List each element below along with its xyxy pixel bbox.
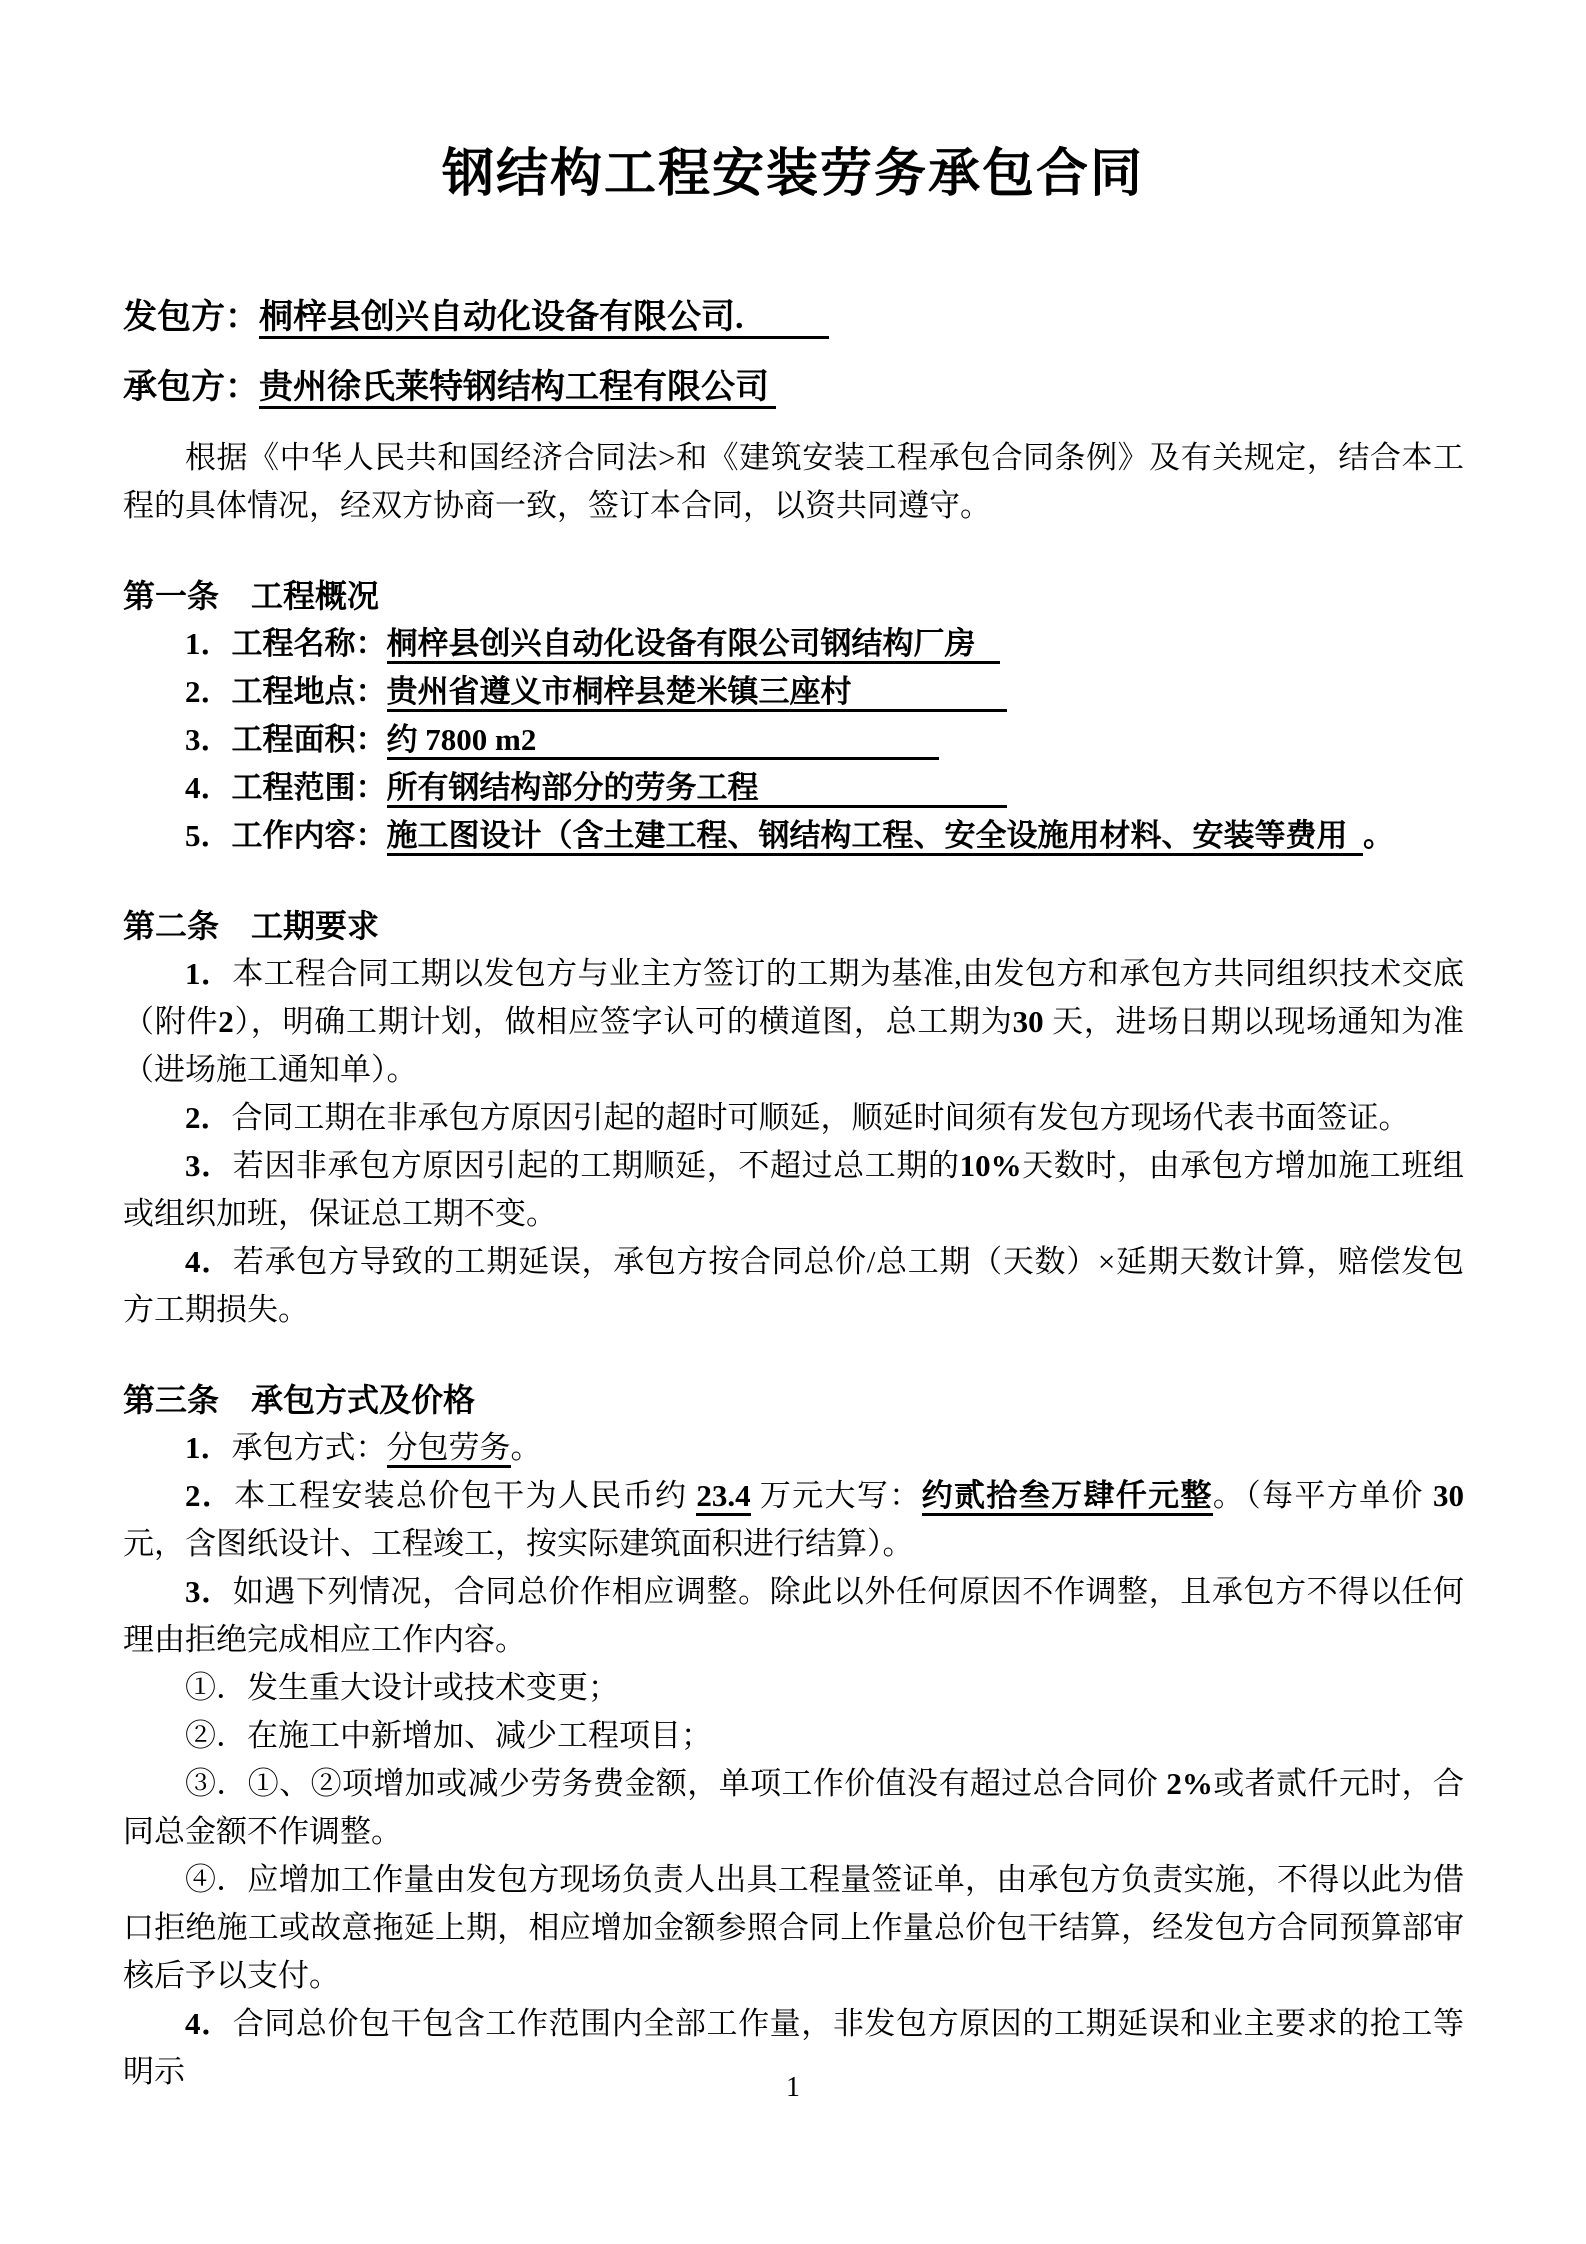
text-run: 天数时，由承包方增加施工班组或组织加班，保证总工期不变。 [123, 1148, 1465, 1231]
underlined-value: 桐梓县创兴自动化设备有限公司. [259, 299, 829, 339]
clause-project-name [123, 620, 1464, 668]
underlined-value: 所有钢结构部分的劳务工程 [387, 770, 1007, 808]
section-heading-3 [123, 1376, 1464, 1424]
text-run: 发包方： [123, 299, 259, 336]
text-run: 若因非承包方原因引起的工期顺延，不超过总工期的 [232, 1148, 960, 1183]
text-run: ），明确工期计划，做相应签字认可的横道图，总工期为 [233, 1004, 1013, 1039]
text-run: 根据《中华人民共和国经济合同法>和《建筑安装工程承包合同条例》及有关规定，结合本工程的具体情况，经双方协商一致，签订本合同，以资共同遵守。 [123, 440, 1464, 523]
party-line-contractor [123, 364, 1464, 412]
text-run: 4． [185, 1244, 233, 1279]
clause-project-scope [123, 764, 1464, 812]
text-run: 3． [185, 1574, 233, 1609]
text-run: 2． [185, 1100, 232, 1135]
document-title: 钢结构工程安装劳务承包合同 [441, 146, 1144, 203]
preamble-paragraph [123, 434, 1464, 530]
text-run: 1． [185, 1430, 232, 1465]
text-run: ①．发生重大设计或技术变更； [185, 1670, 619, 1705]
text-run: 30 [1012, 1004, 1044, 1039]
clause-price-3-sub-1 [123, 1664, 1464, 1712]
text-run: 承包方式： [231, 1430, 387, 1465]
text-run: 1．工程名称： [185, 626, 387, 661]
underlined-value: 约贰拾叁万肆仟元整 [922, 1478, 1213, 1516]
text-run: 2 [218, 1004, 234, 1039]
text-run: 1． [185, 956, 233, 991]
clause-duration-4 [123, 1238, 1464, 1334]
text-run: 如遇下列情况，合同总价作相应调整。除此以外任何原因不作调整，且承包方不得以任何理由拒绝完成相应工作内容。 [123, 1574, 1465, 1657]
underlined-value: 施工图设计（含土建工程、钢结构工程、安全设施用材料、安装等费用 [387, 818, 1364, 856]
clause-price-3 [123, 1568, 1464, 1664]
text-run: 2．工程地点： [185, 674, 387, 709]
text-run: 合同工期在非承包方原因引起的超时可顺延，顺延时间须有发包方现场代表书面签证。 [231, 1100, 1410, 1135]
clause-duration-3 [123, 1142, 1464, 1238]
text-run: 第二条 工期要求 [123, 908, 380, 944]
underlined-value: 23.4 [696, 1478, 750, 1516]
clause-price-3-sub-3 [123, 1760, 1464, 1856]
text-run: 或者贰仟元时，合同总金额不作调整。 [123, 1766, 1465, 1849]
text-run: 10% [959, 1148, 1022, 1183]
text-run: ②．在施工中新增加、减少工程项目； [185, 1718, 712, 1753]
party-line-employer [123, 294, 1464, 342]
text-run: 元，含图纸设计、工程竣工，按实际建筑面积进行结算）。 [123, 1526, 914, 1561]
document-body [0, 294, 1586, 2096]
underlined-value: 桐梓县创兴自动化设备有限公司钢结构厂房 [387, 626, 1001, 664]
text-run: 本工程合同工期以发包方与业主方签订的工期为基准,由发包方和承包方共同组织技术交底（附件 [123, 956, 1465, 1039]
clause-work-content [123, 812, 1464, 860]
text-run: 第一条 工程概况 [123, 578, 380, 614]
clause-duration-2 [123, 1094, 1464, 1142]
underlined-value: 约 7800 m2 [387, 722, 940, 760]
text-run: 。 [1363, 818, 1394, 853]
text-run: 承包方： [123, 369, 259, 406]
underlined-value: 贵州徐氏莱特钢结构工程有限公司 [259, 369, 776, 409]
text-run: 5．工作内容： [185, 818, 387, 853]
text-run: ③．①、②项增加或减少劳务费金额，单项工作价值没有超过总合同价 [185, 1766, 1167, 1801]
text-run: 第三条 承包方式及价格 [123, 1382, 476, 1418]
text-run: 万元大写： [750, 1478, 922, 1513]
text-run: 若承包方导致的工期延误，承包方按合同总价/总工期（天数）×延期天数计算，赔偿发包方工期损失。 [123, 1244, 1465, 1327]
text-run: ④．应增加工作量由发包方现场负责人出具工程量签证单，由承包方负责实施，不得以此为借口拒绝施工或故意拖延上期，相应增加金额参照合同上作量总价包干结算，经发包方合同预算部审核后予以支付。 [123, 1862, 1464, 1993]
text-run: 3． [185, 1148, 233, 1183]
underlined-value: 贵州省遵义市桐梓县楚米镇三座村 [387, 674, 1007, 712]
clause-price-3-sub-4 [123, 1856, 1464, 2000]
text-run: 本工程安装总价包干为人民币约 [234, 1478, 697, 1513]
text-run: 4． [185, 2006, 233, 2041]
text-run: 3．工程面积： [185, 722, 387, 757]
text-run: 天，进场日期以现场通知为准（进场施工通知单）。 [123, 1004, 1464, 1087]
text-run: 30 [1433, 1478, 1465, 1513]
page-number: 1 [786, 2072, 800, 2103]
text-run: 2% [1166, 1766, 1213, 1801]
text-run: 。 [510, 1430, 542, 1465]
clause-price-2 [123, 1472, 1464, 1568]
text-run: 合同总价包干包含工作范围内全部工作量，非发包方原因的工期延误和业主要求的抢工等明示 [123, 2006, 1465, 2089]
text-run: 。（每平方单价 [1212, 1478, 1434, 1513]
section-heading-1 [123, 572, 1464, 620]
section-heading-2 [123, 902, 1464, 950]
text-run: 2． [185, 1478, 235, 1513]
clause-price-3-sub-2 [123, 1712, 1464, 1760]
clause-project-location [123, 668, 1464, 716]
text-run: 4．工程范围： [185, 770, 387, 805]
clause-duration-1 [123, 950, 1464, 1094]
underlined-value: 分包劳务 [387, 1430, 511, 1468]
clause-project-area [123, 716, 1464, 764]
clause-price-1 [123, 1424, 1464, 1472]
